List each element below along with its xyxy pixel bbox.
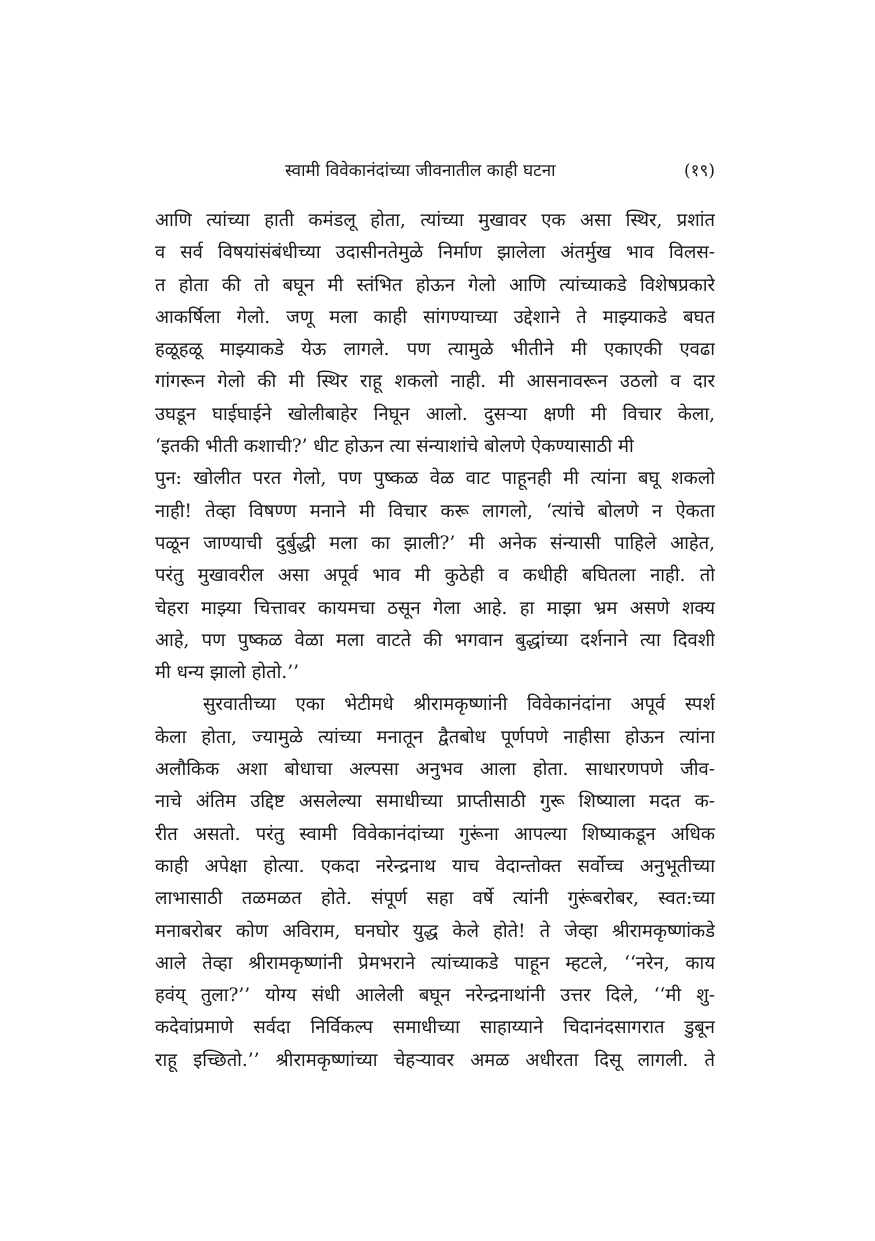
text-line: हळूहळू माझ्याकडे येऊ लागले. पण त्यामुळे भीतीने मी एकाएकी एवढा (155, 339, 715, 361)
text-line: राहू इच्छितो.’’ श्रीरामकृष्णांच्या चेहऱ्यावर अमळ अधीरता दिसू लागली. ते (155, 1049, 715, 1071)
text-line: आहे, पण पुष्कळ वेळा मला वाटते की भगवान बुद्धांच्या दर्शनाने त्या दिवशी (155, 629, 715, 651)
text-line: नाचे अंतिम उद्दिष्ट असलेल्या समाधीच्या प्राप्तीसाठी गुरू शिष्याला मदत क- (155, 791, 715, 813)
body-text (155, 205, 715, 1077)
text-line: पळून जाण्याची दुर्बुद्धी मला का झाली?’ मी अनेक संन्यासी पाहिले आहेत, (155, 532, 715, 554)
text-line: कदेवांप्रमाणे सर्वदा निर्विकल्प समाधीच्या साहाय्याने चिदानंदसागरात डुबून (155, 1017, 715, 1039)
text-line: हवंय् तुला?’’ योग्य संधी आलेली बघून नरेन्द्रनाथांनी उत्तर दिले, ‘‘मी शु- (155, 985, 715, 1007)
page-number: (१९) (684, 161, 715, 181)
text-line: काही अपेक्षा होत्या. एकदा नरेन्द्रनाथ याच वेदान्तोक्त सर्वोच्च अनुभूतीच्या (155, 855, 715, 877)
text-line: केला होता, ज्यामुळे त्यांच्या मनातून द्वैतबोध पूर्णपणे नाहीसा होऊन त्यांना (155, 726, 715, 748)
text-line: अलौकिक अशा बोधाचा अल्पसा अनुभव आला होता. साधारणपणे जीव- (155, 759, 715, 781)
text-line: नाही! तेव्हा विषण्ण मनाने मी विचार करू लागलो, ‘त्यांचे बोलणे न ऐकता (155, 500, 715, 522)
text-line: आकर्षिला गेलो. जणू मला काही सांगण्याच्या उद्देशाने ते माझ्याकडे बघत (155, 306, 715, 328)
text-line: चेहरा माझ्या चित्तावर कायमचा ठसून गेला आहे. हा माझा भ्रम असणे शक्य (155, 597, 715, 619)
text-line: ‘इतकी भीती कशाची?’ धीट होऊन त्या संन्याशांचे बोलणे ऐकण्यासाठी मी (155, 436, 634, 458)
text-line: परंतु मुखावरील असा अपूर्व भाव मी कुठेही व कधीही बघितला नाही. तो (155, 565, 715, 587)
text-line: गांगरून गेलो की मी स्थिर राहू शकलो नाही. मी आसनावरून उठलो व दार (155, 371, 715, 393)
text-line: मी धन्य झालो होतो.’’ (155, 662, 299, 684)
text-line: लाभासाठी तळमळत होते. संपूर्ण सहा वर्षे त्यांनी गुरूंबरोबर, स्वत:च्या (155, 888, 715, 910)
text-line: मनाबरोबर कोण अविराम, घनघोर युद्ध केले होते! ते जेव्हा श्रीरामकृष्णांकडे (155, 920, 715, 942)
text-line: पुन: खोलीत परत गेलो, पण पुष्कळ वेळ वाट पाहूनही मी त्यांना बघू शकलो (155, 468, 715, 490)
text-line: उघडून घाईघाईने खोलीबाहेर निघून आलो. दुसऱ्या क्षणी मी विचार केला, (155, 403, 715, 425)
page-header (155, 158, 715, 184)
paragraph-first-line: सुरवातीच्या एका भेटीमधे श्रीरामकृष्णांनी विवेकानंदांना अपूर्व स्पर्श (203, 694, 715, 716)
text-line: त होता की तो बघून मी स्तंभित होऊन गेलो आणि त्यांच्याकडे विशेषप्रकारे (155, 274, 715, 296)
text-line: व सर्व विषयांसंबंधीच्या उदासीनतेमुळे निर्माण झालेला अंतर्मुख भाव विलस- (155, 242, 715, 264)
text-line: आणि त्यांच्या हाती कमंडलू होता, त्यांच्या मुखावर एक असा स्थिर, प्रशांत (155, 210, 715, 231)
running-title: स्वामी विवेकानंदांच्या जीवनातील काही घटना (285, 161, 556, 181)
text-line: आले तेव्हा श्रीरामकृष्णांनी प्रेमभराने त्यांच्याकडे पाहून म्हटले, ‘‘नरेन, काय (155, 952, 715, 974)
text-line: रीत असतो. परंतु स्वामी विवेकानंदांच्या गुरूंना आपल्या शिष्याकडून अधिक (155, 823, 715, 845)
